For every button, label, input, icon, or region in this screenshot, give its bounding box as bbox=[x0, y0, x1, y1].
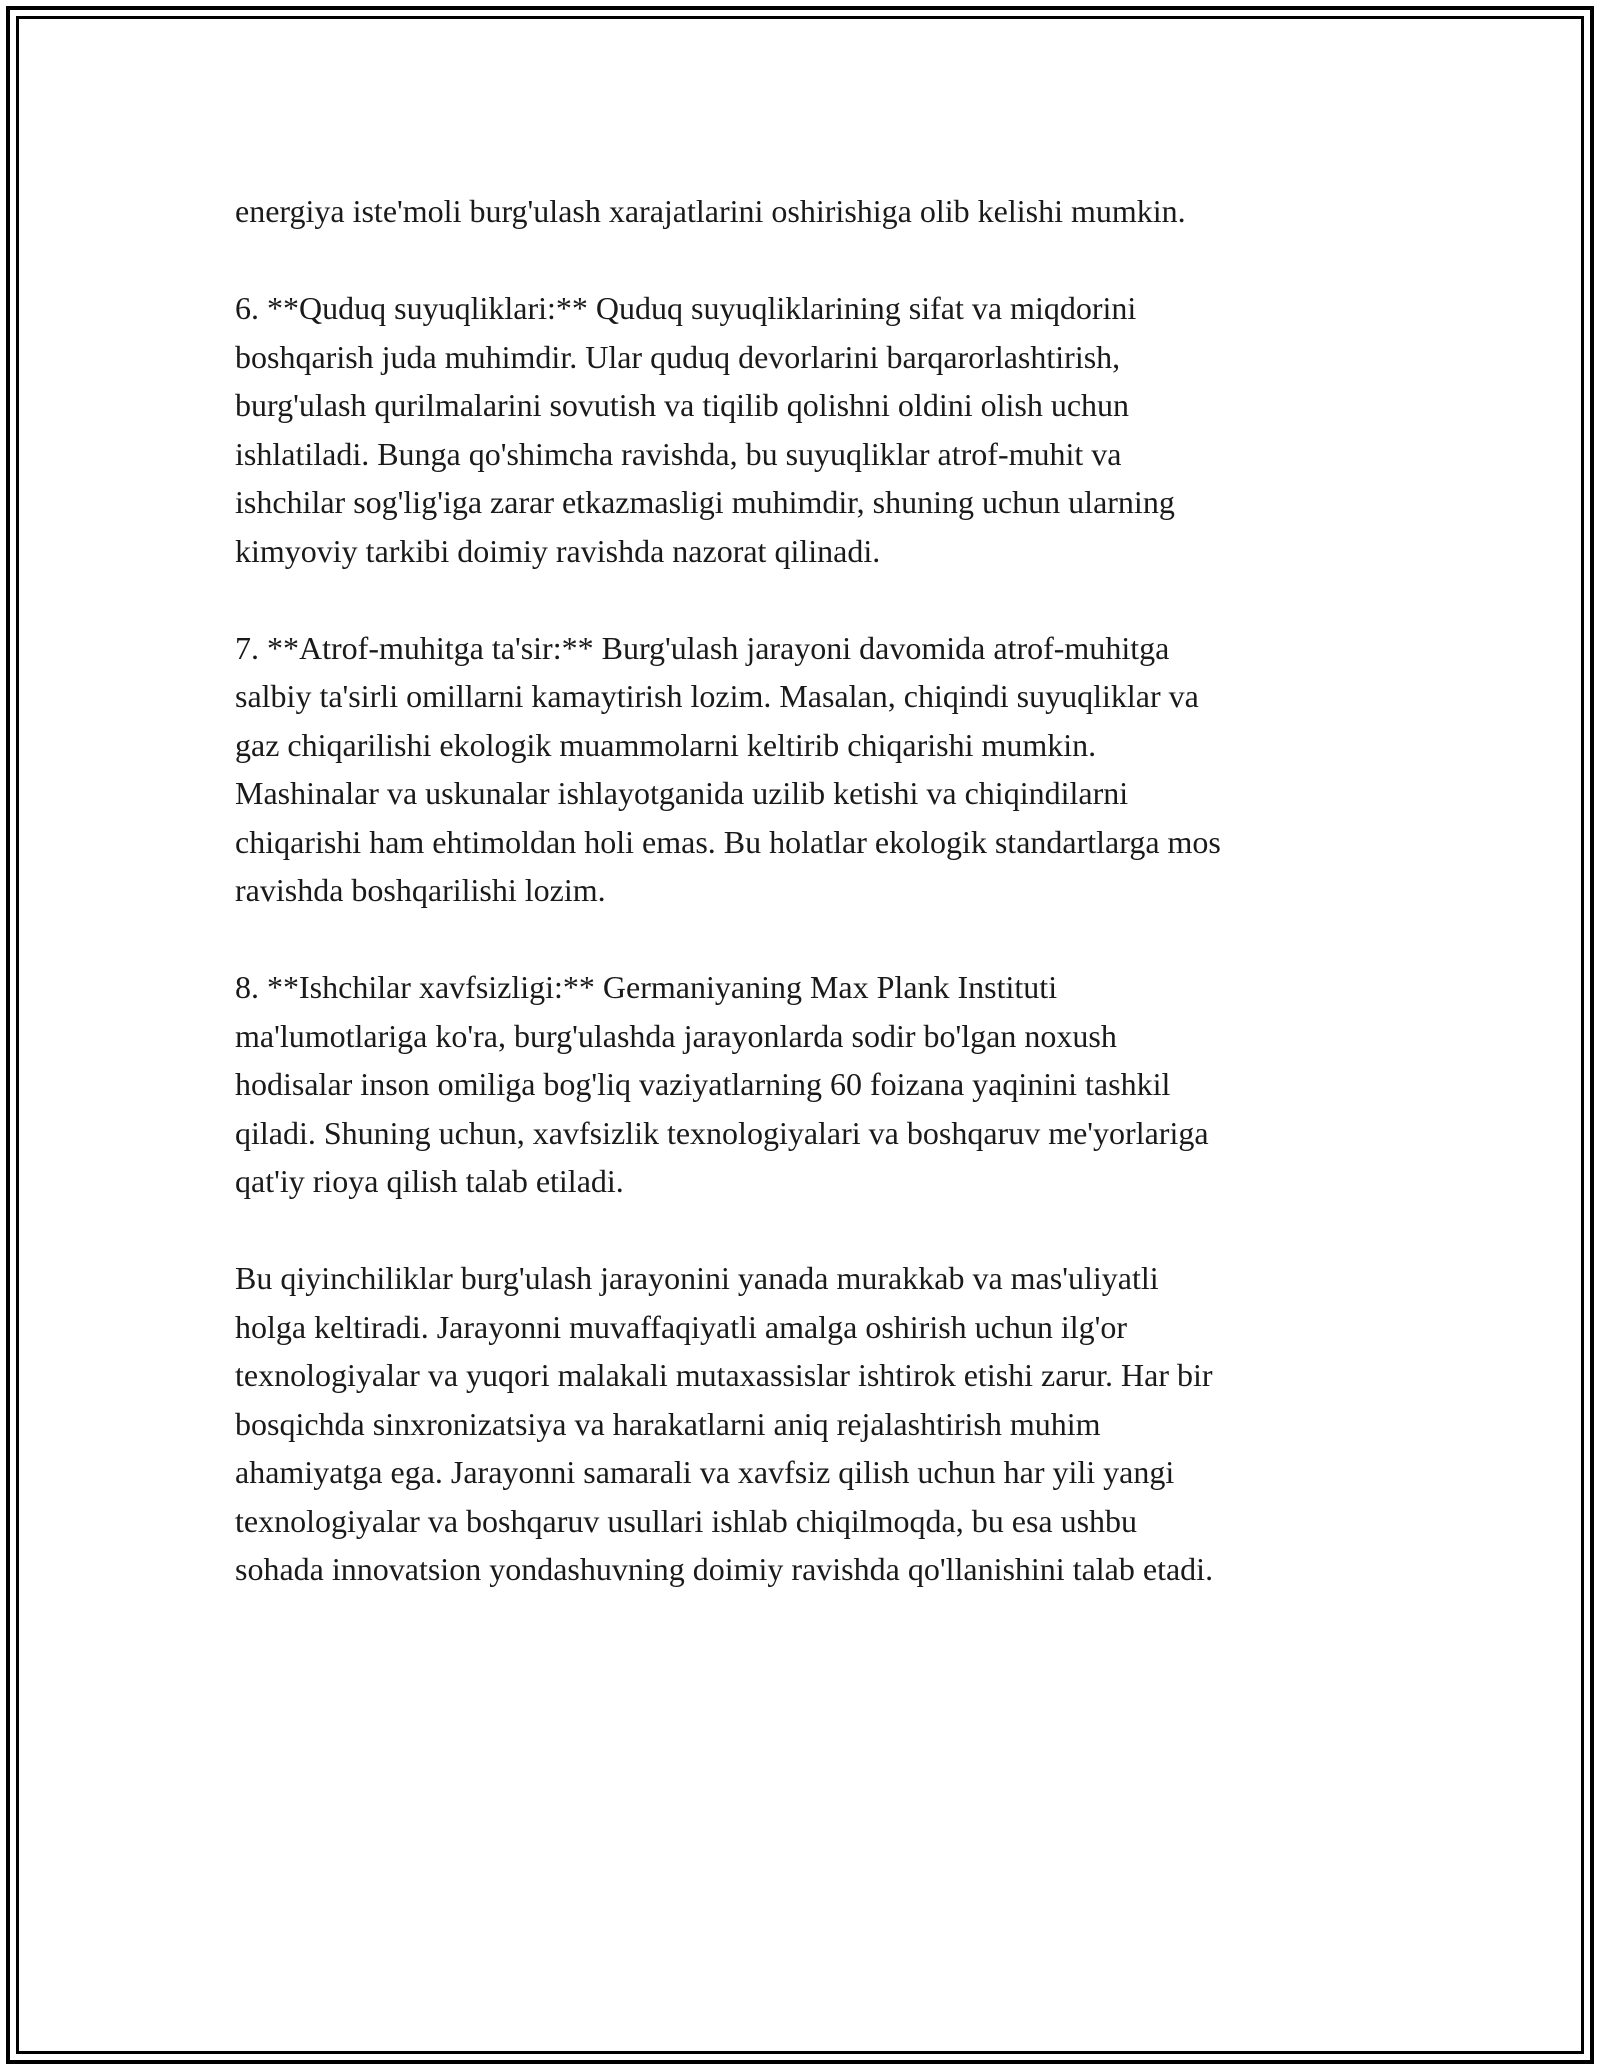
document-body bbox=[235, 187, 1385, 1594]
paragraph-conclusion: Bu qiyinchiliklar burg'ulash jarayonini yanada murakkab va mas'uliyatli holga keltiradi. Jarayonni muvaffaqiyatli amalga oshirish uchun ilg'or texnologiyalar va yuqori malakali mutaxassislar ishtirok etishi zarur. Har bir bosqichda sinxronizatsiya va harakatlarni aniq rejalashtirish muhim ahamiyatga ega. Jarayonni samarali va xavfsiz qilish uchun har yili yangi texnologiyalar va boshqaruv usullari ishlab chiqilmoqda, bu esa ushbu sohada innovatsion yondashuvning doimiy ravishda qo'llanishini talab etadi. bbox=[235, 1260, 1214, 1587]
paragraph-energy-continuation: energiya iste'moli burg'ulash xarajatlarini oshirishiga olib kelishi mumkin. bbox=[235, 193, 1186, 229]
paragraph-environmental-impact: 7. **Atrof-muhitga ta'sir:** Burg'ulash jarayoni davomida atrof-muhitga salbiy ta'sirli omillarni kamaytirish lozim. Masalan, chiqindi suyuqliklar va gaz chiqarilishi ekologik muammolarni keltirib chiqarishi mumkin. Mashinalar va uskunalar ishlayotganida uzilib ketishi va chiqindilarni chiqarishi ham ehtimoldan holi emas. Bu holatlar ekologik standartlarga mos ravishda boshqarilishi lozim. bbox=[235, 629, 1221, 908]
paragraph-well-fluids: 6. **Quduq suyuqliklari:** Quduq suyuqliklarining sifat va miqdorini boshqarish juda muhimdir. Ular quduq devorlarini barqarorlashtirish, burg'ulash qurilmalarini sovutish va tiqilib qolishni oldini olish uchun ishlatiladi. Bunga qo'shimcha ravishda, bu suyuqliklar atrof-muhit va ishchilar sog'lig'iga zarar etkazmasligi muhimdir, shuning uchun ularning kimyoviy tarkibi doimiy ravishda nazorat qilinadi. bbox=[235, 290, 1175, 569]
paragraph-worker-safety: 8. **Ishchilar xavfsizligi:** Germaniyaning Max Plank Instituti ma'lumotlariga ko'ra, burg'ulashda jarayonlarda sodir bo'lgan noxush hodisalar inson omiliga bog'liq vaziyatlarning 60 foizana yaqinini tashkil qiladi. Shuning uchun, xavfsizlik texnologiyalari va boshqaruv me'yorlariga qat'iy rioya qilish talab etiladi. bbox=[235, 969, 1209, 1199]
